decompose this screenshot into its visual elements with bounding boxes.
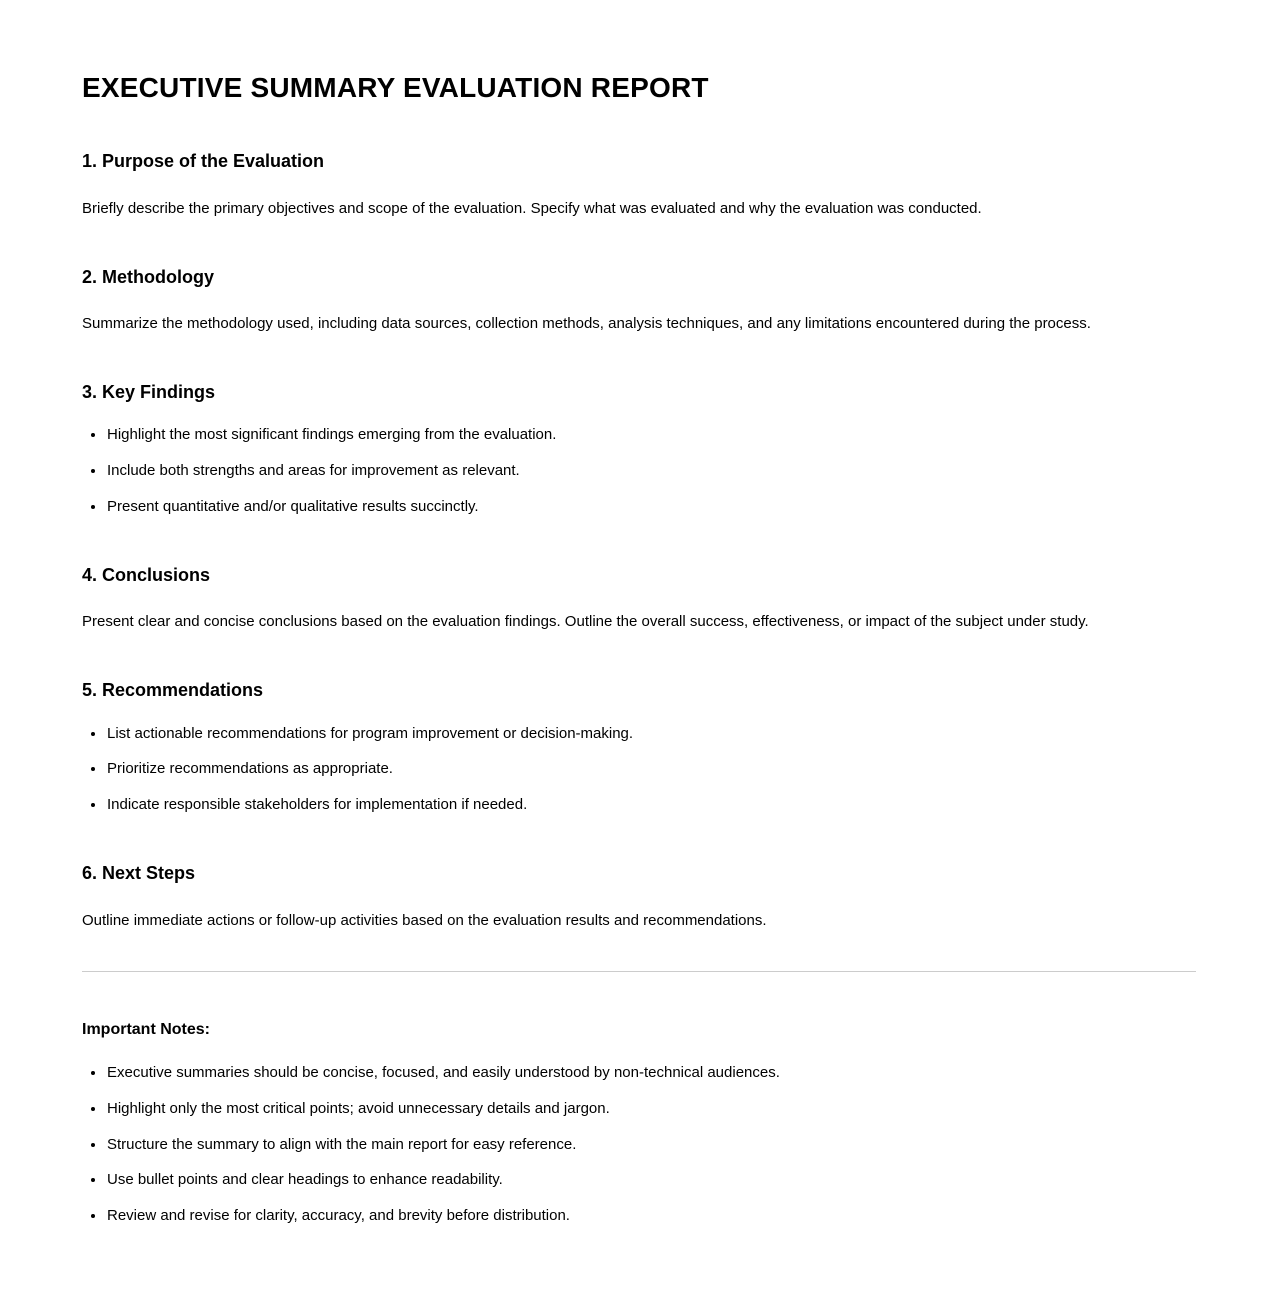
section-methodology bbox=[82, 267, 1196, 335]
section-conclusions-paragraph: Present clear and concise conclusions based on the evaluation findings. Outline the overall success, effectiveness, or impact of the subject under study. bbox=[82, 613, 1089, 631]
list-item: • Present quantitative and/or qualitative results succinctly. bbox=[106, 496, 1196, 518]
list-item: • List actionable recommendations for program improvement or decision-making. bbox=[106, 723, 1196, 745]
section-purpose bbox=[82, 151, 1196, 219]
section-conclusions-heading: 4. Conclusions bbox=[82, 564, 211, 585]
section-next-steps-heading: 6. Next Steps bbox=[82, 862, 196, 883]
section-purpose-paragraph: Briefly describe the primary objectives and scope of the evaluation. Specify what was evaluated and why the evaluation was conducted. bbox=[82, 199, 982, 217]
section-purpose-heading: 1. Purpose of the Evaluation bbox=[82, 151, 325, 172]
section-divider bbox=[82, 971, 1196, 972]
list-item: • Highlight only the most critical points; avoid unnecessary details and jargon. bbox=[106, 1098, 1196, 1120]
recommendations-list bbox=[82, 723, 1196, 816]
section-methodology-heading: 2. Methodology bbox=[82, 266, 214, 287]
document-title: EXECUTIVE SUMMARY EVALUATION REPORT bbox=[82, 72, 709, 103]
section-conclusions bbox=[82, 565, 1196, 633]
section-key-findings bbox=[82, 382, 1196, 518]
section-important-notes bbox=[82, 1020, 1196, 1227]
section-key-findings-heading: 3. Key Findings bbox=[82, 381, 216, 402]
list-item: • Prioritize recommendations as appropriate. bbox=[106, 758, 1196, 780]
section-methodology-paragraph: Summarize the methodology used, including data sources, collection methods, analysis techniques, and any limitations encountered during the process. bbox=[82, 315, 1091, 333]
section-next-steps bbox=[82, 863, 1196, 931]
section-recommendations bbox=[82, 680, 1196, 816]
important-notes-list bbox=[82, 1062, 1196, 1227]
list-item: • Review and revise for clarity, accuracy, and brevity before distribution. bbox=[106, 1205, 1196, 1227]
list-item: • Use bullet points and clear headings to enhance readability. bbox=[106, 1169, 1196, 1191]
section-recommendations-heading: 5. Recommendations bbox=[82, 680, 264, 701]
list-item: • Include both strengths and areas for improvement as relevant. bbox=[106, 460, 1196, 482]
list-item: • Executive summaries should be concise, focused, and easily understood by non-technical audiences. bbox=[106, 1062, 1196, 1084]
list-item: • Indicate responsible stakeholders for implementation if needed. bbox=[106, 794, 1196, 816]
section-next-steps-paragraph: Outline immediate actions or follow-up activities based on the evaluation results and recommendations. bbox=[82, 911, 767, 929]
list-item: • Structure the summary to align with the main report for easy reference. bbox=[106, 1134, 1196, 1156]
important-notes-heading: Important Notes: bbox=[82, 1021, 210, 1039]
list-item: • Highlight the most significant findings emerging from the evaluation. bbox=[106, 424, 1196, 446]
key-findings-list bbox=[82, 424, 1196, 517]
